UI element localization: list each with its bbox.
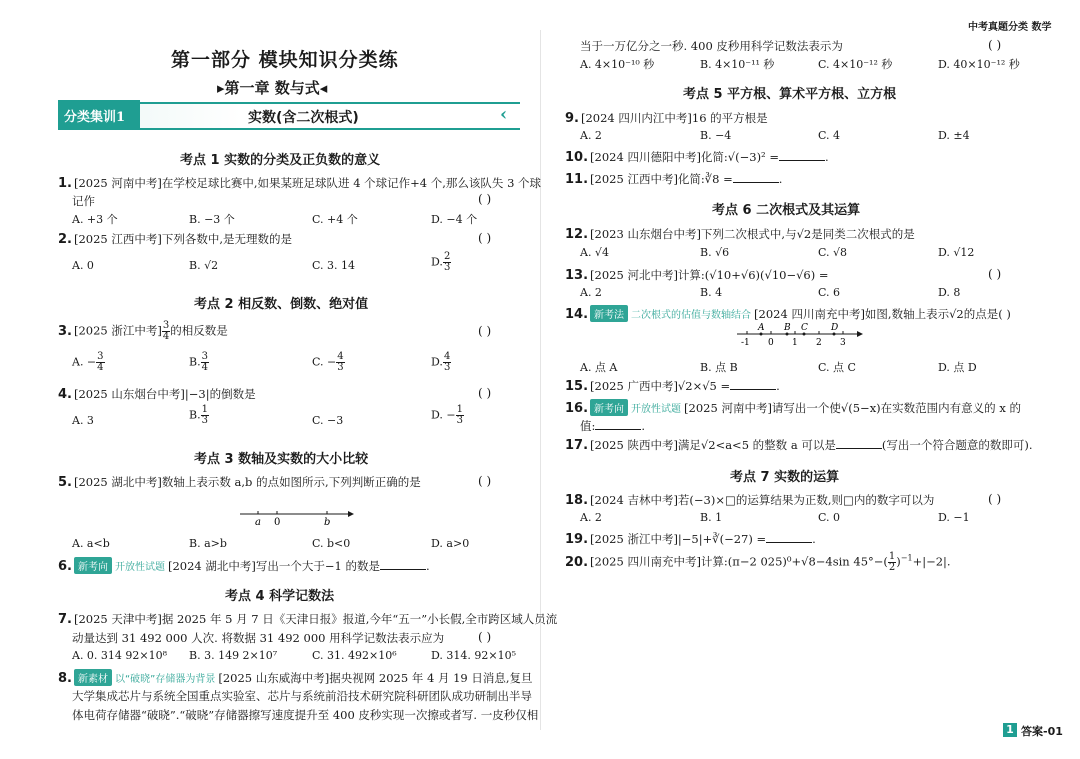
option-d: D. −4 个 bbox=[431, 213, 478, 226]
option-c: C. − $\frac{4}{3}$ bbox=[312, 351, 344, 373]
question-20: 20. [2025 四川南充中考]计算:(π−2 025)⁰+√8−4sin 45°−( $\frac{1}{2}$ )$^{-1}$+|−2|. bbox=[565, 551, 951, 573]
header-label: 中考真题分类 数学 bbox=[968, 22, 1052, 33]
option-b: B. 4 bbox=[700, 286, 723, 299]
option-a: A. 0 bbox=[72, 259, 94, 272]
option-d: D. ±4 bbox=[938, 129, 970, 142]
banner-tag: 分类集训1 bbox=[58, 100, 140, 130]
option-b: B. 点 B bbox=[700, 361, 738, 374]
label-b: b bbox=[324, 517, 331, 528]
page-title: 第一部分 模块知识分类练 bbox=[171, 49, 399, 71]
option-a: A. 2 bbox=[580, 511, 602, 524]
question-number: 5. bbox=[58, 475, 72, 490]
answer-paren: ( ) bbox=[478, 231, 492, 245]
chapter-title: ▸第一章 数与式◂ bbox=[217, 79, 328, 97]
answer-label: 答案-01 bbox=[1021, 725, 1063, 738]
option-c: C. b<0 bbox=[312, 537, 351, 550]
question-text: [2025 湖北中考]数轴上表示数 a,b 的点如图所示,下列判断正确的是 bbox=[73, 475, 421, 489]
option-c: C. 3. 14 bbox=[312, 259, 356, 272]
question-8-cont: 大学集成芯片与系统全国重点实验室、芯片与系统前沿技术研究院科研团队成功研制出半导 bbox=[72, 689, 532, 703]
answer-blank bbox=[595, 429, 641, 430]
question-text: [2025 山东烟台中考]|−3|的倒数是 bbox=[73, 387, 256, 401]
answer-blank bbox=[766, 542, 812, 543]
option-b: B. $\frac{3}{4}$ bbox=[189, 351, 208, 373]
label-0: 0 bbox=[274, 517, 281, 528]
question-text: [2025 山东威海中考]据央视网 2025 年 4 月 19 日消息,复旦 bbox=[218, 671, 533, 685]
option-b: B. −4 bbox=[700, 129, 732, 142]
option-a: A. − $\frac{3}{4}$ bbox=[72, 351, 104, 373]
section-kp4: 考点 4 科学记数法 bbox=[225, 589, 335, 604]
axis-arrow bbox=[857, 331, 863, 337]
answer-paren: ( ) bbox=[988, 267, 1002, 281]
answer-blank bbox=[730, 389, 776, 390]
option-d: D. 40×10⁻¹² 秒 bbox=[938, 58, 1020, 71]
option-a: A. 2 bbox=[580, 129, 602, 142]
tag-label: 以“破晓”存储器为背景 bbox=[114, 674, 216, 685]
option-b: B. $\frac{1}{3}$ bbox=[189, 404, 208, 426]
question-text: [2025 浙江中考]|−5|+∛(−27) = bbox=[590, 532, 767, 546]
option-b: B. 1 bbox=[700, 511, 723, 524]
section-kp1: 考点 1 实数的分类及正负数的意义 bbox=[180, 153, 381, 168]
option-c: C. 点 C bbox=[818, 361, 856, 374]
question-number: 1. bbox=[58, 176, 72, 191]
question-text: [2025 河南中考]请写出一个使√(5−x)在实数范围内有意义的 x 的 bbox=[684, 401, 1021, 415]
option-a: A. 4×10⁻¹⁰ 秒 bbox=[580, 58, 655, 71]
question-16 bbox=[565, 399, 1021, 416]
question-6: 6. 新考向 开放性试题 [2024 湖北中考]写出一个大于−1 的数是 . bbox=[58, 559, 430, 574]
option-b: B. √6 bbox=[700, 246, 730, 259]
question-number: 20. bbox=[565, 554, 589, 570]
tag-label: 开放性试题 bbox=[114, 562, 165, 573]
question-number: 14. bbox=[565, 307, 589, 322]
question-3: 3. [2025 浙江中考] $\frac{3}{4}$ 的相反数是 bbox=[58, 320, 228, 342]
question-text: [2024 湖北中考]写出一个大于−1 的数是 bbox=[167, 559, 380, 573]
option-c: C. 6 bbox=[818, 286, 841, 299]
number-line-figure bbox=[735, 322, 865, 348]
question-7 bbox=[58, 611, 557, 627]
section-kp6: 考点 6 二次根式及其运算 bbox=[712, 203, 861, 218]
page-number: 1 bbox=[1003, 723, 1017, 737]
tag-label: 二次根式的估值与数轴结合 bbox=[631, 310, 752, 321]
question-10: 10. [2024 四川德阳中考]化简:√(−3)² = . bbox=[565, 150, 829, 165]
question-16-cont: 值: . bbox=[580, 419, 646, 433]
question-number: 6. bbox=[58, 559, 72, 574]
question-number: 9. bbox=[565, 111, 579, 126]
axis-arrow bbox=[348, 511, 354, 517]
question-number: 19. bbox=[565, 532, 589, 547]
option-c: C. −3 bbox=[312, 414, 344, 427]
answer-paren: ( ) bbox=[988, 492, 1002, 506]
option-c: C. √8 bbox=[818, 246, 848, 259]
question-text: [2025 江西中考]下列各数中,是无理数的是 bbox=[73, 232, 293, 246]
question-number: 18. bbox=[565, 493, 589, 508]
chevron-left-icon: ‹ bbox=[500, 104, 508, 125]
tag-badge: 新考向 bbox=[74, 557, 112, 574]
question-text: [2025 河南中考]在学校足球比赛中,如果某班足球队进 4 个球记作+4 个,那么该队失 3 个球 bbox=[73, 176, 542, 190]
label-c: C bbox=[801, 323, 808, 333]
tag-label: 开放性试题 bbox=[631, 404, 682, 415]
answer-paren: ( ) bbox=[478, 192, 492, 206]
question-18 bbox=[565, 492, 934, 508]
question-19: 19. [2025 浙江中考]|−5|+∛(−27) = . bbox=[565, 532, 816, 547]
question-number: 2. bbox=[58, 232, 72, 247]
option-d: D. $\frac{2}{3}$ bbox=[431, 251, 451, 273]
tick-label: 3 bbox=[840, 338, 846, 348]
question-text: [2024 四川南充中考]如图,数轴上表示√2的点是( ) bbox=[754, 307, 1011, 321]
tag-badge: 新素材 bbox=[74, 669, 112, 686]
option-b: B. a>b bbox=[189, 537, 227, 550]
answer-blank bbox=[836, 448, 882, 449]
tag-badge: 新考向 bbox=[590, 399, 628, 416]
section-kp5: 考点 5 平方根、算术平方根、立方根 bbox=[683, 87, 897, 102]
answer-blank bbox=[733, 182, 779, 183]
question-text: [2023 山东烟台中考]下列二次根式中,与√2是同类二次根式的是 bbox=[590, 227, 915, 241]
option-a: A. +3 个 bbox=[72, 213, 118, 226]
question-number: 11. bbox=[565, 172, 589, 187]
number-line-figure bbox=[236, 506, 356, 528]
option-c: C. 0 bbox=[818, 511, 841, 524]
answer-paren: ( ) bbox=[478, 324, 492, 338]
option-a: A. 2 bbox=[580, 286, 602, 299]
option-c: C. 4 bbox=[818, 129, 841, 142]
option-c: C. +4 个 bbox=[312, 213, 358, 226]
answer-paren: ( ) bbox=[478, 630, 492, 644]
option-d: D. 8 bbox=[938, 286, 961, 299]
question-7-cont: 动量达到 31 492 000 人次. 将数据 31 492 000 用科学记数法表示应为 bbox=[72, 631, 445, 645]
question-4 bbox=[58, 386, 256, 402]
question-text: [2025 陕西中考]满足√2<a<5 的整数 a 可以是 bbox=[590, 438, 836, 452]
question-2 bbox=[58, 231, 292, 247]
question-1-cont: 记作 bbox=[72, 194, 95, 208]
answer-blank bbox=[779, 160, 825, 161]
tick-label: -1 bbox=[741, 338, 750, 348]
tick-label: 2 bbox=[816, 338, 822, 348]
option-a: A. 点 A bbox=[580, 361, 618, 374]
question-text: [2024 四川德阳中考]化简:√(−3)² = bbox=[590, 150, 779, 164]
question-number: 8. bbox=[58, 671, 72, 686]
question-number: 12. bbox=[565, 227, 589, 242]
question-text: [2025 天津中考]据 2025 年 5 月 7 日《天津日报》报道,今年“五一”小长假,全市跨区域人员流 bbox=[73, 612, 558, 626]
option-b: B. 4×10⁻¹¹ 秒 bbox=[700, 58, 775, 71]
question-number: 4. bbox=[58, 387, 72, 402]
question-number: 17. bbox=[565, 438, 589, 453]
question-text: [2025 广西中考]√2×√5 = bbox=[590, 379, 731, 393]
question-12 bbox=[565, 226, 915, 242]
section-kp7: 考点 7 实数的运算 bbox=[730, 470, 840, 485]
question-number: 15. bbox=[565, 379, 589, 394]
option-b: B. √2 bbox=[189, 259, 219, 272]
option-c: C. 31. 492×10⁶ bbox=[312, 649, 397, 662]
label-a: a bbox=[255, 517, 261, 528]
label-b: B bbox=[784, 323, 791, 333]
option-d: D. − $\frac{1}{3}$ bbox=[431, 404, 464, 426]
question-number: 13. bbox=[565, 268, 589, 283]
answer-blank bbox=[380, 569, 426, 570]
option-a: A. 0. 314 92×10⁸ bbox=[72, 649, 168, 662]
question-8 bbox=[58, 669, 533, 686]
question-14 bbox=[565, 305, 1011, 322]
option-d: D. −1 bbox=[938, 511, 970, 524]
option-d: D. 点 D bbox=[938, 361, 977, 374]
answer-paren: ( ) bbox=[478, 474, 492, 488]
question-17: 17. [2025 陕西中考]满足√2<a<5 的整数 a 可以是 (写出一个符合题意的数即可). bbox=[565, 438, 1033, 453]
question-number: 3. bbox=[58, 323, 72, 339]
question-13 bbox=[565, 267, 829, 283]
answer-paren: ( ) bbox=[988, 38, 1002, 52]
question-15: 15. [2025 广西中考]√2×√5 = . bbox=[565, 379, 780, 394]
label-a: A bbox=[758, 323, 765, 333]
option-b: B. 3. 149 2×10⁷ bbox=[189, 649, 278, 662]
tick-label: 1 bbox=[792, 338, 798, 348]
question-9 bbox=[565, 110, 768, 126]
question-number: 16. bbox=[565, 401, 589, 416]
option-a: A. a<b bbox=[72, 537, 110, 550]
question-5 bbox=[58, 474, 421, 490]
tick-label: 0 bbox=[768, 338, 774, 348]
question-text: [2024 四川内江中考]16 的平方根是 bbox=[580, 111, 768, 125]
option-a: A. √4 bbox=[580, 246, 609, 259]
question-8-cont2: 体电荷存储器“破晓”.“破晓”存储器擦写速度提升至 400 皮秒实现一次擦或者写. 一皮秒仅相 bbox=[72, 708, 539, 722]
option-d: D. 314. 92×10⁵ bbox=[431, 649, 517, 662]
question-8-cont3: 当于一万亿分之一秒. 400 皮秒用科学记数法表示为 bbox=[580, 39, 843, 53]
tag-badge: 新考法 bbox=[590, 305, 628, 322]
label-d: D bbox=[831, 323, 839, 333]
question-number: 10. bbox=[565, 150, 589, 165]
option-b: B. −3 个 bbox=[189, 213, 235, 226]
answer-paren: ( ) bbox=[478, 386, 492, 400]
question-text: [2025 江西中考]化简:∛8 = bbox=[590, 172, 733, 186]
section-kp2: 考点 2 相反数、倒数、绝对值 bbox=[194, 297, 369, 312]
section-kp3: 考点 3 数轴及实数的大小比较 bbox=[194, 452, 369, 467]
question-11: 11. [2025 江西中考]化简:∛8 = . bbox=[565, 172, 783, 187]
question-text: [2024 吉林中考]若(−3)×□的运算结果为正数,则□内的数字可以为 bbox=[590, 493, 935, 507]
question-text: [2025 河北中考]计算:(√10+√6)(√10−√6) = bbox=[590, 268, 829, 282]
question-number: 7. bbox=[58, 612, 72, 627]
option-a: A. 3 bbox=[72, 414, 94, 427]
option-d: D. a>0 bbox=[431, 537, 470, 550]
option-d: D. √12 bbox=[938, 246, 975, 259]
option-d: D. $\frac{4}{3}$ bbox=[431, 351, 451, 373]
question-1 bbox=[58, 175, 541, 191]
option-c: C. 4×10⁻¹² 秒 bbox=[818, 58, 893, 71]
banner-title: 实数(含二次根式) bbox=[248, 110, 359, 126]
